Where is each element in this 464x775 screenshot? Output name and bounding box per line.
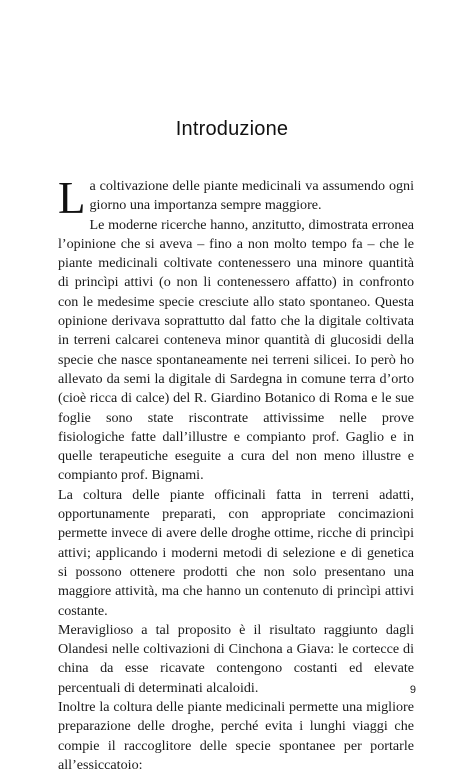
paragraph-5: Inoltre la coltura delle piante medicinali permette una migliore preparazione delle droghe, perché evita i lunghi viaggi che compie il raccoglitore delle specie spontanee per portarle all’essiccatoio: [58,699,414,773]
chapter-body [58,173,414,775]
paragraph-4: Meraviglioso a tal proposito è il risultato raggiunto dagli Olandesi nelle coltivazioni di Cinchona a Giava: le cortecce di china da esse ricavate contengono costanti ed elevate percentuali di determinati alcaloidi. [58,621,414,696]
chapter-title: Introduzione [175,118,289,140]
drop-cap: L [58,173,86,223]
page-number: 9 [409,684,416,696]
paragraph-1 [58,173,414,223]
paragraph-1-text: a coltivazione delle piante medicinali va assumendo ogni giorno una importanza sempre maggiore. [89,178,414,214]
paragraph-3: La coltura delle piante officinali fatta in terreni adatti, opportunamente preparati, con appropriate concimazioni permette invece di avere delle droghe ottime, ricche di princìpi attivi; applicando i moderni metodi di selezione e di genetica si possono ottenere prodotti che non solo presentano una maggiore attività, ma che hanno un contenuto di princìpi attivi costante. [58,486,414,619]
paragraph-2: Le moderne ricerche hanno, anzitutto, dimostrata erronea l’opinione che si aveva – fino a non molto tempo fa – che le piante medicinali coltivate contenessero una minore quantità di princìpi attivi (o non li contenessero affatto) in confronto con le medesime specie cresciute allo stato spontaneo. Questa opinione derivava soprattutto dal fatto che la digitale coltivata in terreni calcarei conteneva minor quantità di glucosidi della specie che nasce spontaneamente nei terreni silicei. Io però ho allevato da semi la digitale di Sardegna in comune terra d’orto (cioè ricca di calce) del R. Giardino Botanico di Roma e le sue foglie sono state riscontrate attivissime nelle prove fisiologiche fatte dall’illustre e compianto prof. Gaglio e in quelle terapeutiche eseguite a cura del non meno illustre e compianto prof. Bignami. [58,216,414,484]
